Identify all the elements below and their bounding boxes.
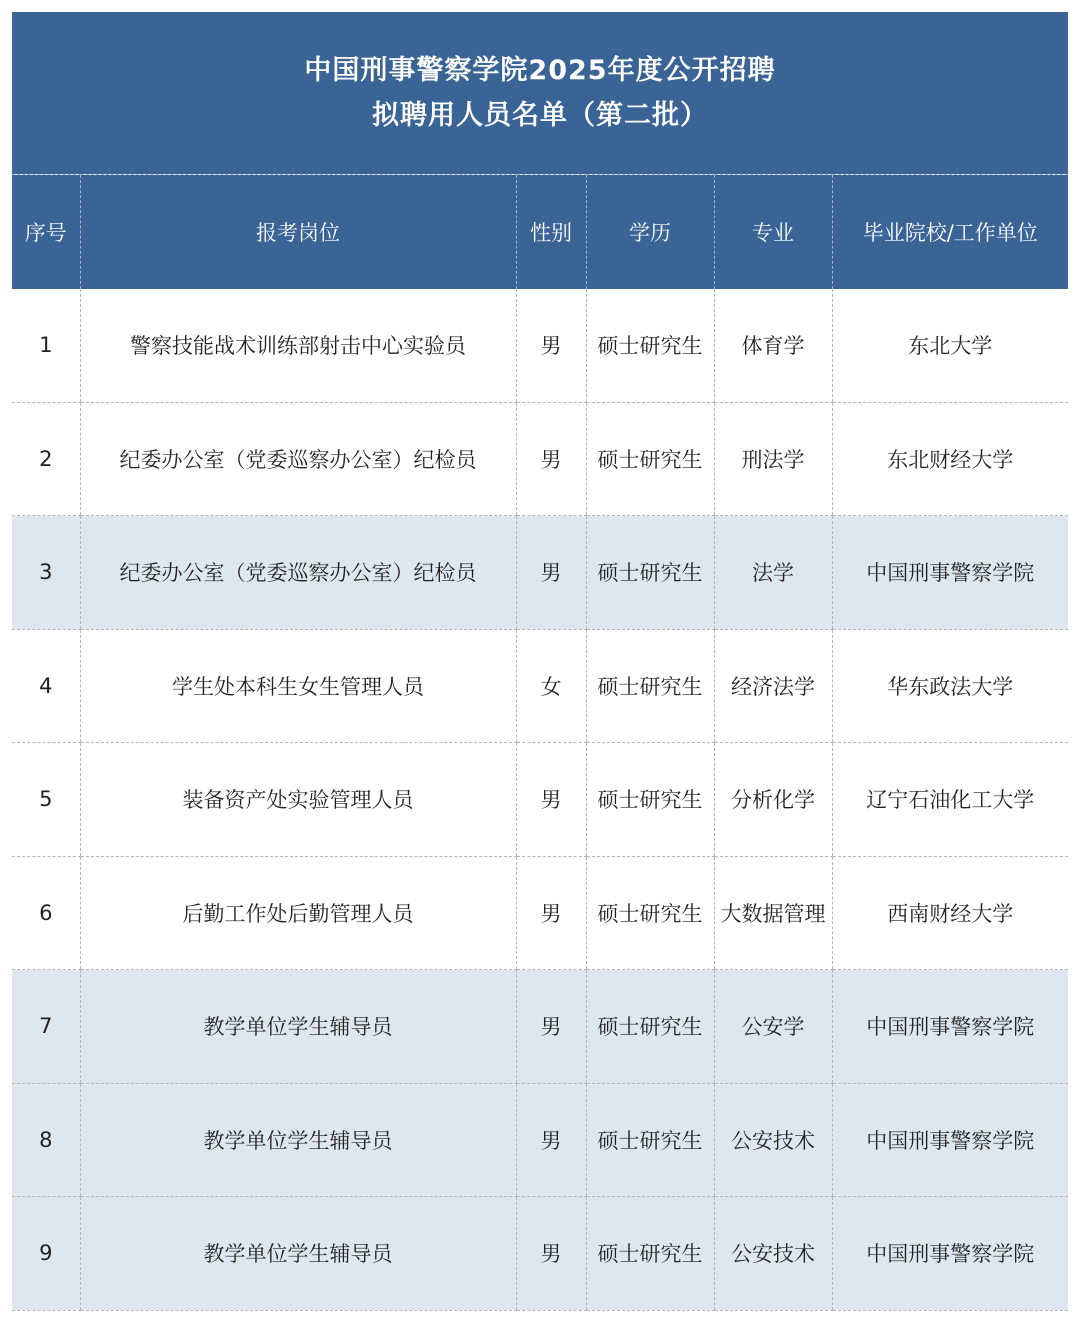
table-row [12, 856, 1068, 970]
cell-major: 法学 [714, 516, 832, 630]
cell-position: 学生处本科生女生管理人员 [80, 629, 516, 743]
cell-position: 教学单位学生辅导员 [80, 1083, 516, 1197]
cell-major: 分析化学 [714, 743, 832, 857]
cell-no: 3 [12, 516, 80, 630]
table-row [12, 1083, 1068, 1197]
table-row [12, 970, 1068, 1084]
cell-education: 硕士研究生 [586, 516, 714, 630]
cell-gender: 男 [516, 1083, 586, 1197]
cell-gender: 男 [516, 289, 586, 403]
cell-major: 公安技术 [714, 1083, 832, 1197]
header-school: 毕业院校/工作单位 [832, 175, 1068, 289]
cell-no: 9 [12, 1197, 80, 1311]
document-title [12, 12, 1068, 174]
cell-education: 硕士研究生 [586, 402, 714, 516]
recruitment-list-sheet [12, 12, 1068, 1311]
table-row [12, 516, 1068, 630]
cell-gender: 男 [516, 743, 586, 857]
header-no: 序号 [12, 175, 80, 289]
cell-position: 教学单位学生辅导员 [80, 1197, 516, 1311]
cell-school: 东北财经大学 [832, 402, 1068, 516]
cell-school: 东北大学 [832, 289, 1068, 403]
cell-gender: 男 [516, 402, 586, 516]
header-major: 专业 [714, 175, 832, 289]
cell-education: 硕士研究生 [586, 629, 714, 743]
cell-no: 2 [12, 402, 80, 516]
cell-school: 中国刑事警察学院 [832, 1083, 1068, 1197]
cell-major: 公安技术 [714, 1197, 832, 1311]
cell-major: 大数据管理 [714, 856, 832, 970]
cell-position: 纪委办公室（党委巡察办公室）纪检员 [80, 516, 516, 630]
cell-school: 辽宁石油化工大学 [832, 743, 1068, 857]
title-line-2: 拟聘用人员名单（第二批） [372, 100, 708, 131]
table-row [12, 402, 1068, 516]
cell-no: 1 [12, 289, 80, 403]
cell-major: 公安学 [714, 970, 832, 1084]
table-row [12, 629, 1068, 743]
cell-position: 后勤工作处后勤管理人员 [80, 856, 516, 970]
cell-position: 装备资产处实验管理人员 [80, 743, 516, 857]
cell-major: 经济法学 [714, 629, 832, 743]
cell-gender: 男 [516, 970, 586, 1084]
table-body [12, 289, 1068, 1311]
cell-no: 5 [12, 743, 80, 857]
cell-education: 硕士研究生 [586, 289, 714, 403]
table-row [12, 1197, 1068, 1311]
header-position: 报考岗位 [80, 175, 516, 289]
cell-gender: 女 [516, 629, 586, 743]
header-education: 学历 [586, 175, 714, 289]
cell-major: 刑法学 [714, 402, 832, 516]
cell-no: 8 [12, 1083, 80, 1197]
header-gender: 性别 [516, 175, 586, 289]
cell-school: 中国刑事警察学院 [832, 1197, 1068, 1311]
cell-education: 硕士研究生 [586, 1197, 714, 1311]
cell-gender: 男 [516, 856, 586, 970]
cell-position: 教学单位学生辅导员 [80, 970, 516, 1084]
cell-gender: 男 [516, 1197, 586, 1311]
table-row [12, 289, 1068, 403]
cell-school: 华东政法大学 [832, 629, 1068, 743]
cell-school: 中国刑事警察学院 [832, 970, 1068, 1084]
cell-no: 4 [12, 629, 80, 743]
cell-education: 硕士研究生 [586, 970, 714, 1084]
cell-education: 硕士研究生 [586, 743, 714, 857]
cell-school: 中国刑事警察学院 [832, 516, 1068, 630]
table-row [12, 743, 1068, 857]
cell-education: 硕士研究生 [586, 856, 714, 970]
cell-position: 警察技能战术训练部射击中心实验员 [80, 289, 516, 403]
candidate-table [12, 174, 1068, 1311]
table-header [12, 175, 1068, 289]
cell-education: 硕士研究生 [586, 1083, 714, 1197]
cell-no: 6 [12, 856, 80, 970]
cell-gender: 男 [516, 516, 586, 630]
cell-no: 7 [12, 970, 80, 1084]
cell-position: 纪委办公室（党委巡察办公室）纪检员 [80, 402, 516, 516]
cell-major: 体育学 [714, 289, 832, 403]
title-line-1: 中国刑事警察学院2025年度公开招聘 [304, 55, 776, 86]
header-row [12, 175, 1068, 289]
cell-school: 西南财经大学 [832, 856, 1068, 970]
